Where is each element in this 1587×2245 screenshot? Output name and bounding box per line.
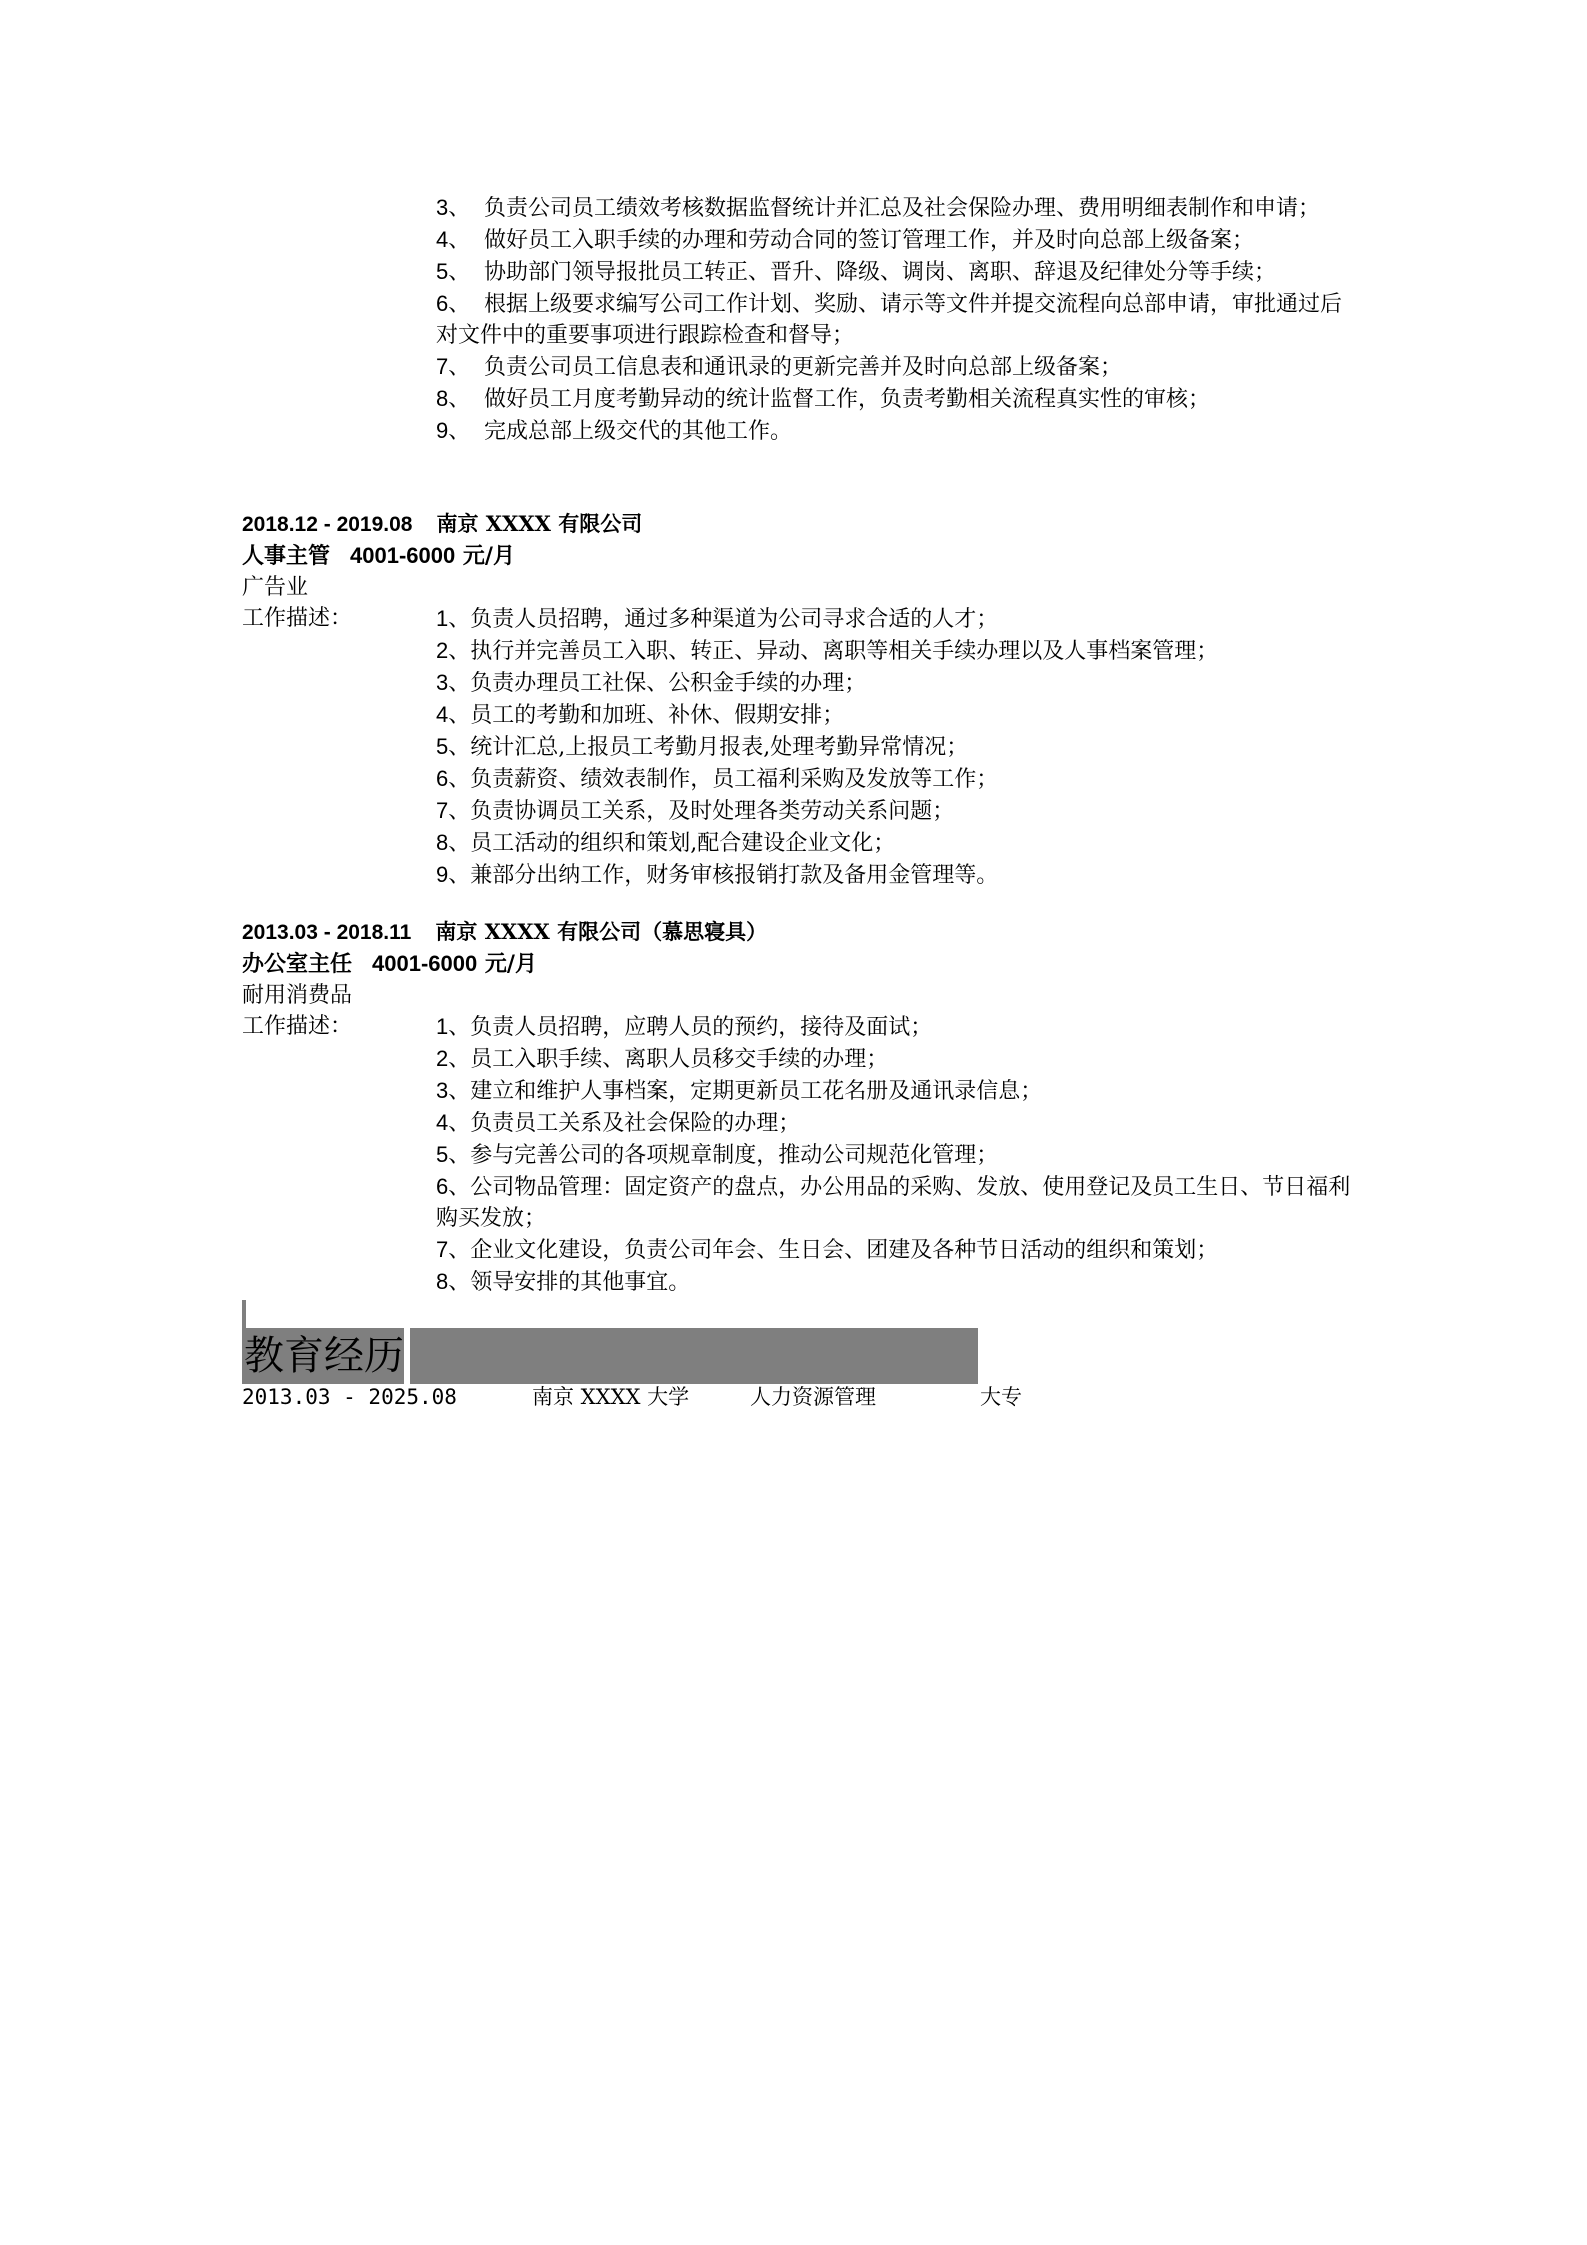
list-item [436,635,1352,667]
job-title-line [242,540,1352,572]
job-dates: 2018.12 - 2019.08 [242,513,413,536]
list-item [436,224,1356,256]
item-text: 负责办理员工社保、公积金手续的办理； [470,671,867,696]
duty-list [436,603,1352,891]
list-item [436,351,1356,383]
list-item [436,192,1356,224]
item-number: 2、 [436,1046,471,1071]
job-title-line [242,948,1352,980]
list-item [436,1107,1352,1139]
list-item [436,1011,1352,1043]
job-salary: 4001-6000 [350,543,456,568]
list-item [436,1171,1352,1234]
item-number: 3、 [436,195,471,220]
job-company: 南京 XXXX 有限公司（慕思寝具） [435,919,768,944]
item-text: 负责公司员工绩效考核数据监督统计并汇总及社会保险办理、费用明细表制作和申请； [484,196,1321,221]
list-item [436,1139,1352,1171]
heading-bar [410,1328,978,1384]
item-text: 执行并完善员工入职、转正、异动、离职等相关手续办理以及人事档案管理； [470,639,1219,664]
item-text: 兼部分出纳工作，财务审核报销打款及备用金管理等。 [470,863,999,888]
desc-label: 工作描述： [242,606,353,631]
education-school: 南京 XXXX 大学 [532,1385,690,1409]
list-item [436,731,1352,763]
item-text: 建立和维护人事档案，定期更新员工花名册及通讯录信息； [470,1079,1043,1104]
item-number: 5、 [436,259,471,284]
item-number: 6、 [436,291,471,316]
list-item [436,288,1356,351]
item-text: 负责人员招聘，应聘人员的预约，接待及面试； [470,1015,933,1040]
job-industry: 耐用消费品 [242,983,353,1008]
item-number: 2、 [436,638,471,663]
list-item [436,1043,1352,1075]
item-text: 员工的考勤和加班、补休、假期安排； [470,703,845,728]
item-number: 1、 [436,606,471,631]
list-item [436,667,1352,699]
item-number: 8、 [436,386,471,411]
item-text: 做好员工月度考勤异动的统计监督工作，负责考勤相关流程真实性的审核； [484,387,1211,412]
item-number: 7、 [436,1237,471,1262]
item-number: 9、 [436,418,471,443]
list-item [436,795,1352,827]
item-number: 5、 [436,734,471,759]
item-text: 负责薪资、绩效表制作，员工福利采购及发放等工作； [470,767,999,792]
list-item [436,603,1352,635]
list-item [436,827,1352,859]
job-title: 办公室主任 [242,951,353,977]
item-text: 完成总部上级交代的其他工作。 [484,419,793,444]
job-salary-unit: 元/月 [484,951,537,977]
item-text: 根据上级要求编写公司工作计划、奖励、请示等文件并提交流程向总部申请，审批通过后对文件中的重要事项进行跟踪检查和督导； [436,292,1343,348]
item-number: 9、 [436,862,471,887]
job-industry: 广告业 [242,575,309,600]
item-number: 6、 [436,1174,471,1199]
job-description [242,1011,1352,1298]
list-item [436,859,1352,891]
item-text: 参与完善公司的各项规章制度，推动公司规范化管理； [470,1143,999,1168]
item-text: 统计汇总,上报员工考勤月报表,处理考勤异常情况； [470,735,969,760]
item-text: 负责公司员工信息表和通讯录的更新完善并及时向总部上级备案； [484,355,1123,380]
item-text: 公司物品管理：固定资产的盘点，办公用品的采购、发放、使用登记及员工生日、节日福利购买发放； [436,1175,1351,1231]
item-text: 负责员工关系及社会保险的办理； [470,1111,801,1136]
item-text: 员工活动的组织和策划,配合建设企业文化； [470,831,896,856]
list-item [436,1075,1352,1107]
item-number: 7、 [436,798,471,823]
list-item [436,1234,1352,1266]
item-number: 3、 [436,670,471,695]
item-number: 1、 [436,1014,471,1039]
education-major: 人力资源管理 [750,1385,876,1409]
job-salary-unit: 元/月 [462,543,515,569]
education-section-header [242,1300,978,1384]
job-header [242,916,1352,948]
list-item [436,763,1352,795]
job-company: 南京 XXXX 有限公司 [436,511,643,536]
item-number: 8、 [436,1269,471,1294]
item-number: 4、 [436,1110,471,1135]
item-text: 做好员工入职手续的办理和劳动合同的签订管理工作，并及时向总部上级备案； [484,228,1255,253]
item-number: 4、 [436,702,471,727]
item-text: 负责协调员工关系，及时处理各类劳动关系问题； [470,799,955,824]
job-title: 人事主管 [242,543,331,569]
job-entry [242,916,1352,1298]
education-dates: 2013.03 - 2025.08 [242,1385,457,1409]
job-entry [242,508,1352,891]
item-text: 领导安排的其他事宜。 [470,1270,691,1295]
heading-highlight [242,1328,404,1384]
item-text: 员工入职手续、离职人员移交手续的办理； [470,1047,889,1072]
education-heading: 教育经历 [244,1333,404,1379]
item-number: 8、 [436,830,471,855]
job-description [242,603,1352,891]
continued-duty-list [436,192,1356,447]
item-number: 5、 [436,1142,471,1167]
list-item [436,699,1352,731]
list-item [436,1266,1352,1298]
desc-label: 工作描述： [242,1014,353,1039]
item-number: 7、 [436,354,471,379]
list-item [436,256,1356,288]
list-item [436,415,1356,447]
education-degree: 大专 [980,1385,1022,1409]
item-number: 3、 [436,1078,471,1103]
job-salary: 4001-6000 [372,951,478,976]
item-text: 协助部门领导报批员工转正、晋升、降级、调岗、离职、辞退及纪律处分等手续； [484,260,1277,285]
heading-marker [242,1300,246,1328]
job-header [242,508,1352,540]
item-text: 负责人员招聘，通过多种渠道为公司寻求合适的人才； [470,607,999,632]
item-number: 4、 [436,227,471,252]
job-dates: 2013.03 - 2018.11 [242,921,412,944]
item-number: 6、 [436,766,471,791]
list-item [436,383,1356,415]
duty-list [436,1011,1352,1298]
item-text: 企业文化建设，负责公司年会、生日会、团建及各种节日活动的组织和策划； [470,1238,1219,1263]
